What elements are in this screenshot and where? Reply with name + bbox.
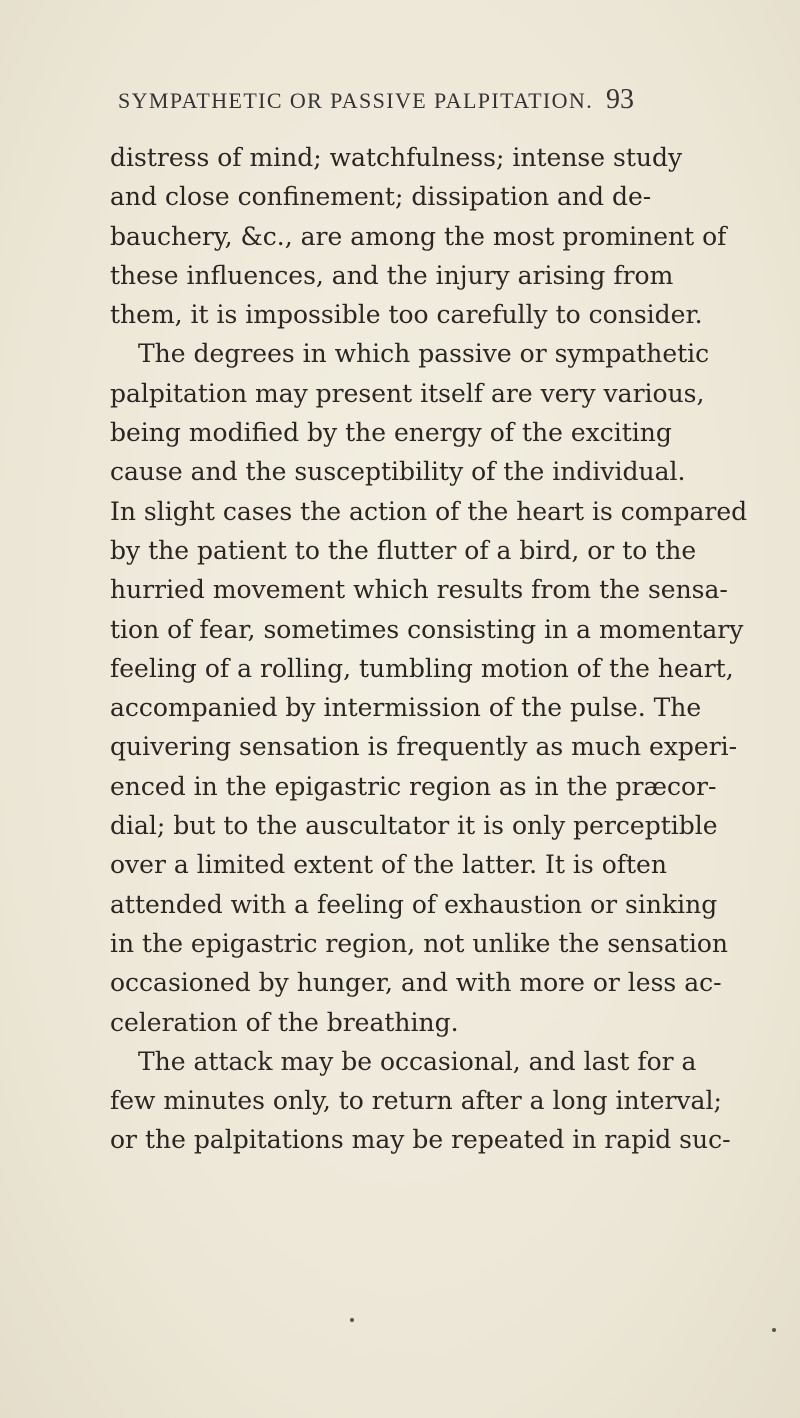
text-line: attended with a feeling of exhaustion or sinking <box>110 889 718 919</box>
text-line: in the epigastric region, not unlike the sensation <box>110 928 728 958</box>
text-line: by the patient to the flutter of a bird, or to the <box>110 535 697 565</box>
text-line: occasioned by hunger, and with more or less ac- <box>110 968 722 998</box>
text-line: or the palpitations may be repeated in rapid suc- <box>110 1125 731 1155</box>
text-line: distress of mind; watchfulness; intense study <box>110 143 683 172</box>
text-line: The degrees in which passive or sympathetic <box>138 339 710 369</box>
text-line: few minutes only, to return after a long interval; <box>110 1086 722 1116</box>
text-line: In slight cases the action of the heart is compared <box>110 496 748 526</box>
text-line: hurried movement which results from the sensa- <box>110 575 728 605</box>
text-line: feeling of a rolling, tumbling motion of the heart, <box>110 653 734 683</box>
text-line: cause and the susceptibility of the individual. <box>110 457 686 487</box>
running-head <box>118 84 634 120</box>
text-line: and close confinement; dissipation and de- <box>110 182 652 212</box>
text-line: accompanied by intermission of the pulse. The <box>110 693 702 723</box>
text-line: over a limited extent of the latter. It is often <box>110 850 667 880</box>
text-line: dial; but to the auscultator it is only perceptible <box>110 811 718 841</box>
text-line: tion of fear, sometimes consisting in a momentary <box>110 614 744 644</box>
running-head-title: SYMPATHETIC OR PASSIVE PALPITATION. <box>118 88 594 113</box>
text-line: being modified by the energy of the exciting <box>110 418 672 448</box>
text-line: quivering sensation is frequently as much experi- <box>110 732 738 762</box>
speck-mark <box>350 1318 354 1322</box>
speck-mark <box>772 1328 776 1332</box>
text-line: them, it is impossible too carefully to consider. <box>110 300 703 330</box>
text-line: enced in the epigastric region as in the præcor- <box>110 771 717 801</box>
page-number: 93 <box>606 84 634 115</box>
text-line: these influences, and the injury arising from <box>110 260 674 290</box>
text-line: celeration of the breathing. <box>110 1007 459 1037</box>
text-line: The attack may be occasional, and last for a <box>138 1046 697 1076</box>
text-line: bauchery, &c., are among the most prominent of <box>110 221 727 251</box>
text-line: palpitation may present itself are very various, <box>110 378 705 408</box>
body-text <box>110 138 748 1160</box>
